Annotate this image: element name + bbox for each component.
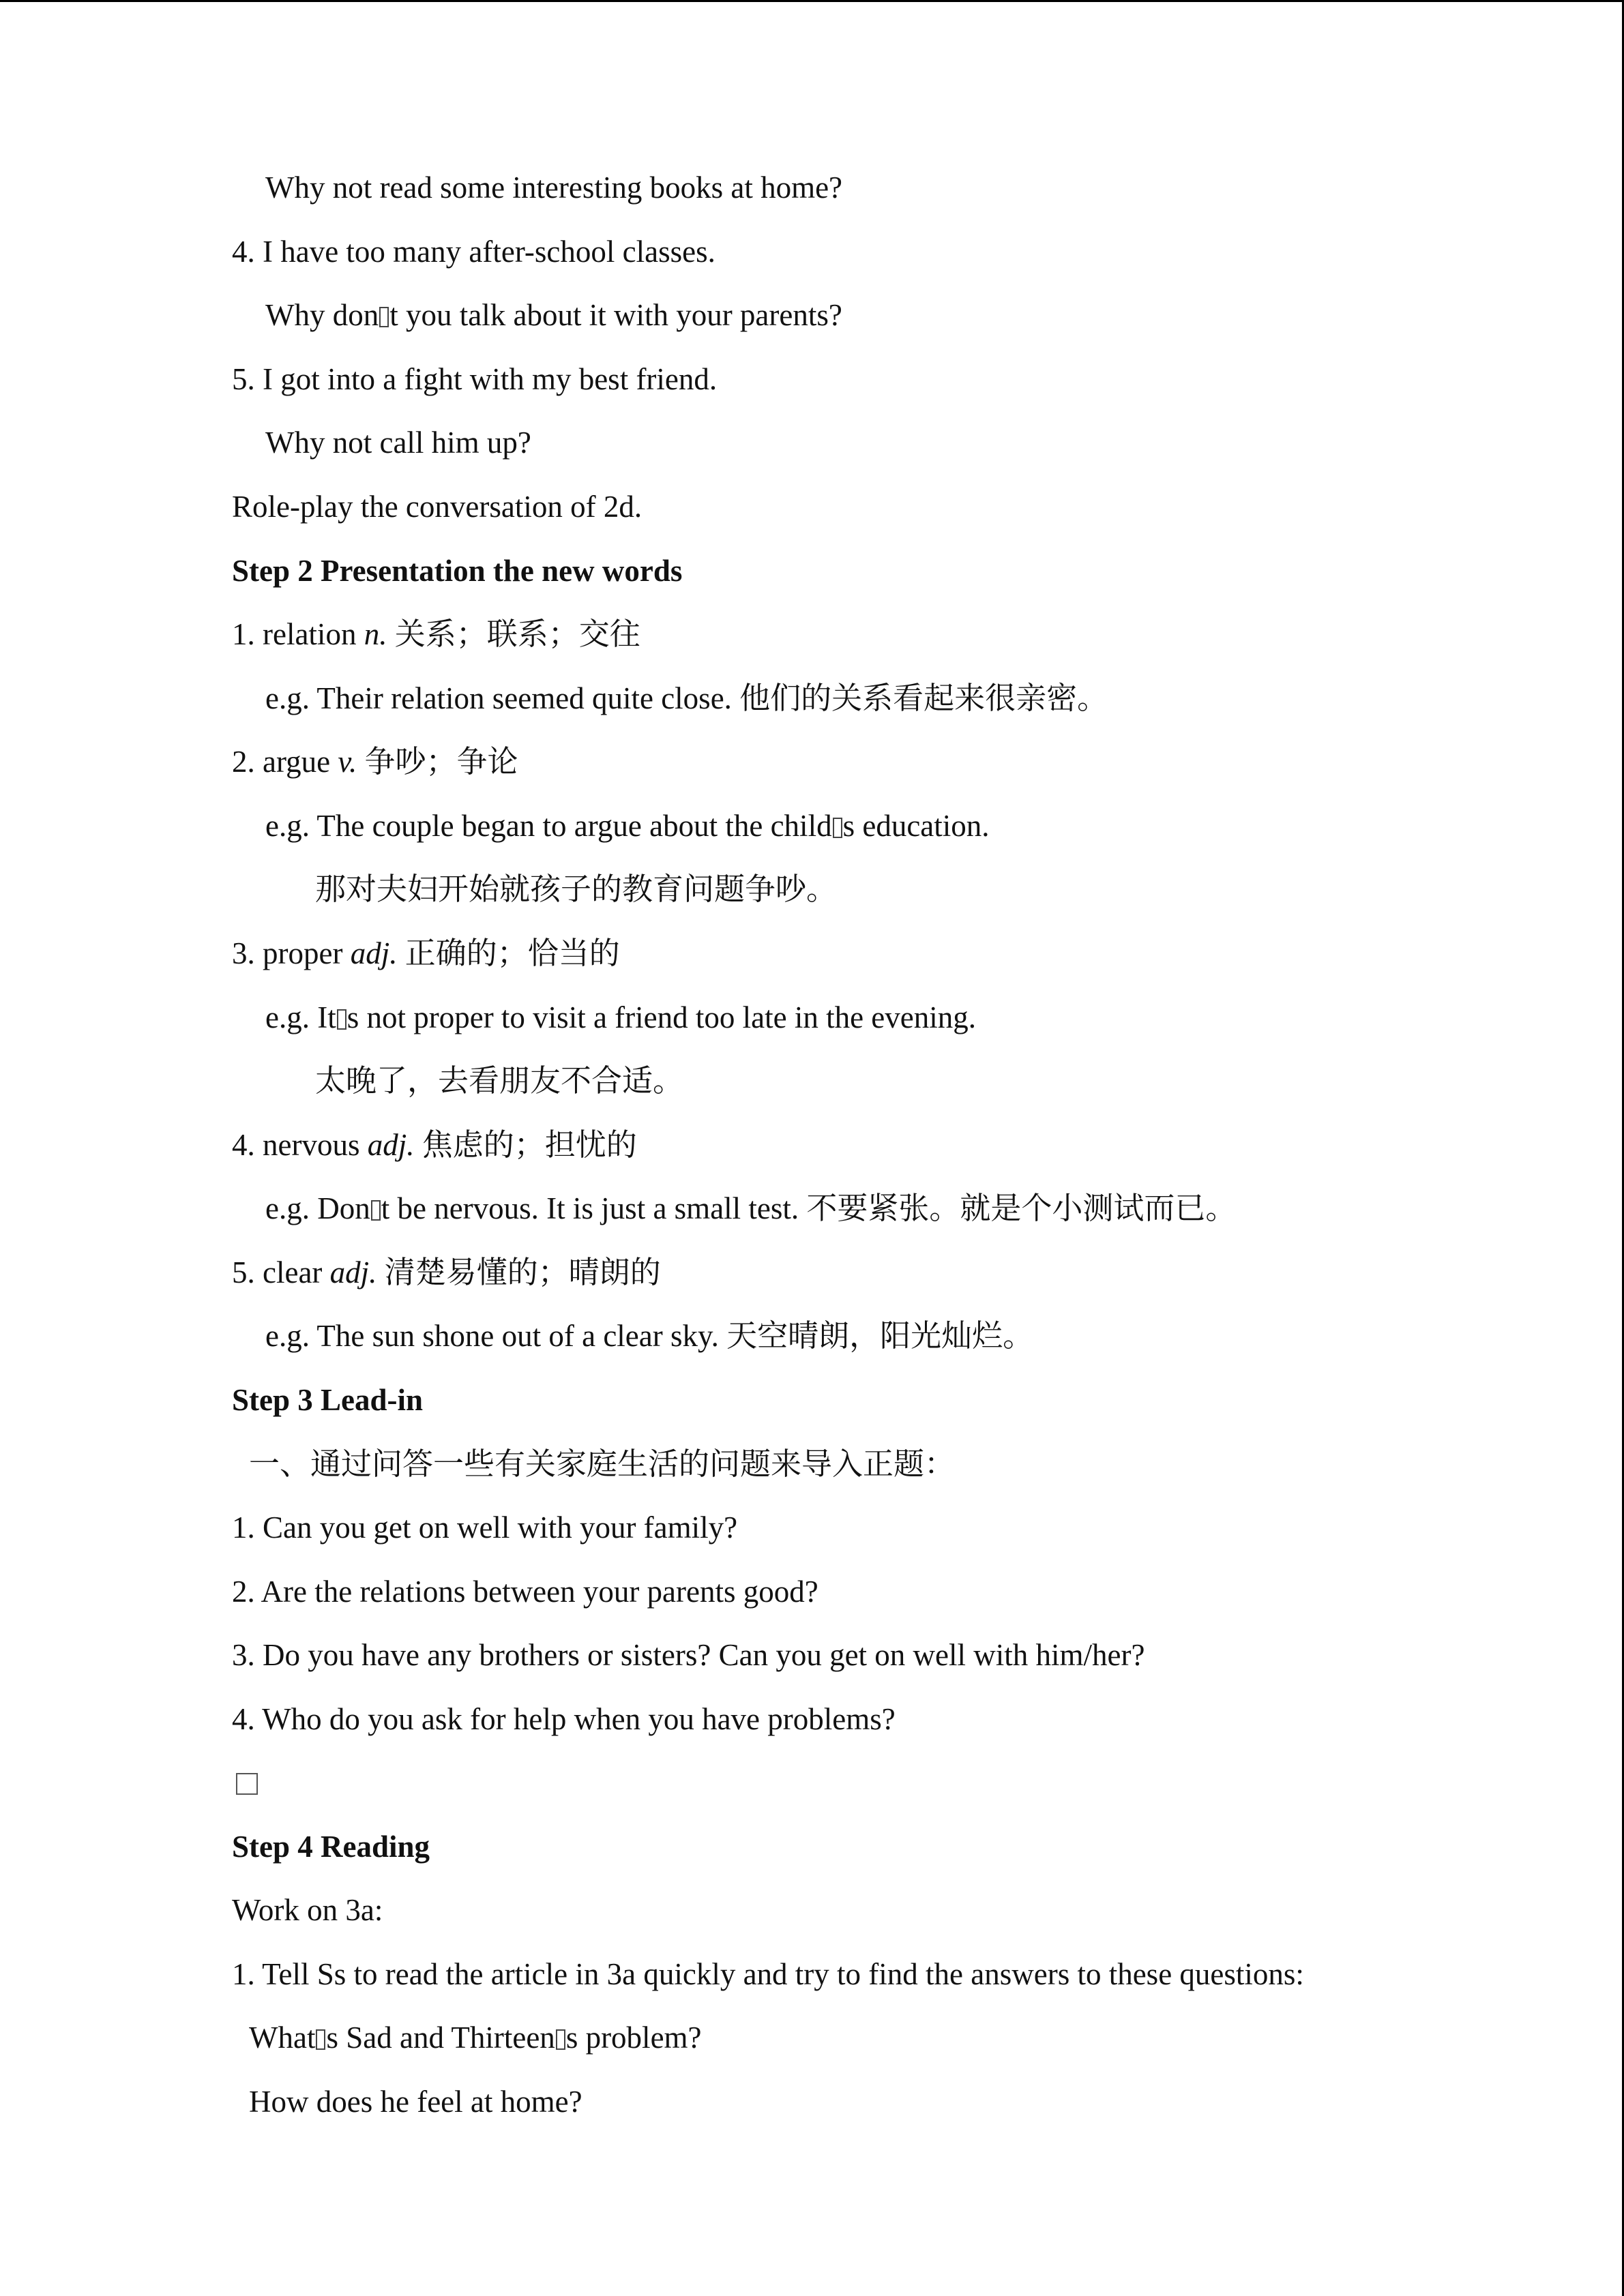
question-item: 2. Are the relations between your parents good? bbox=[232, 1575, 818, 1609]
question-item: How does he feel at home? bbox=[249, 2085, 582, 2119]
text-line: 4. I have too many after-school classes. bbox=[232, 235, 715, 269]
question-item: What s Sad and Thirteen s problem? bbox=[249, 2021, 702, 2055]
example-sentence: e.g. Their relation seemed quite close. 他们的关系看起来很亲密。 bbox=[265, 681, 1108, 715]
example-sentence: e.g. It s not proper to visit a friend too late in the evening. bbox=[265, 1000, 976, 1034]
question-item: 1. Can you get on well with your family? bbox=[232, 1510, 738, 1545]
section-heading: Step 4 Reading bbox=[232, 1830, 430, 1864]
missing-glyph-icon bbox=[833, 818, 842, 838]
text-line: Why not call him up? bbox=[265, 426, 531, 460]
missing-glyph-icon bbox=[316, 2029, 325, 2050]
example-sentence: e.g. Don t be nervous. It is just a small test. 不要紧张。就是个小测试而已。 bbox=[265, 1191, 1237, 1225]
vocab-entry: 4. nervous adj. 焦虑的；担忧的 bbox=[232, 1128, 637, 1162]
text-line: 一、通过问答一些有关家庭生活的问题来导入正题： bbox=[249, 1447, 956, 1481]
vocab-entry: 1. relation n. 关系；联系；交往 bbox=[232, 617, 640, 651]
text-line: 5. I got into a fight with my best friend. bbox=[232, 362, 718, 396]
example-translation: 那对夫妇开始就孩子的教育问题争吵。 bbox=[315, 872, 838, 906]
section-heading: Step 2 Presentation the new words bbox=[232, 554, 683, 588]
vocab-entry: 3. proper adj. 正确的；恰当的 bbox=[232, 936, 620, 970]
checkbox-icon bbox=[236, 1773, 258, 1795]
question-item: 3. Do you have any brothers or sisters? Can you get on well with him/her? bbox=[232, 1638, 1145, 1672]
text-line: Why don t you talk about it with your parents? bbox=[265, 298, 842, 332]
section-heading: Step 3 Lead-in bbox=[232, 1383, 424, 1417]
missing-glyph-icon bbox=[337, 1009, 346, 1030]
example-sentence: e.g. The couple began to argue about the child s education. bbox=[265, 809, 990, 843]
missing-glyph-icon bbox=[371, 1200, 381, 1221]
text-line: Work on 3a: bbox=[232, 1893, 383, 1927]
question-item: 4. Who do you ask for help when you have problems? bbox=[232, 1702, 896, 1736]
example-translation: 太晚了，去看朋友不合适。 bbox=[315, 1064, 684, 1098]
text-line: Why not read some interesting books at home? bbox=[265, 170, 843, 205]
missing-glyph-icon bbox=[556, 2029, 565, 2050]
page-border-top bbox=[0, 0, 1624, 2]
vocab-entry: 5. clear adj. 清楚易懂的；晴朗的 bbox=[232, 1255, 661, 1289]
missing-glyph-icon bbox=[379, 307, 389, 327]
text-line: Role-play the conversation of 2d. bbox=[232, 490, 643, 524]
text-line: 1. Tell Ss to read the article in 3a quickly and try to find the answers to these questions: bbox=[232, 1957, 1304, 1991]
example-sentence: e.g. The sun shone out of a clear sky. 天空晴朗，阳光灿烂。 bbox=[265, 1319, 1034, 1353]
vocab-entry: 2. argue v. 争吵；争论 bbox=[232, 745, 518, 779]
